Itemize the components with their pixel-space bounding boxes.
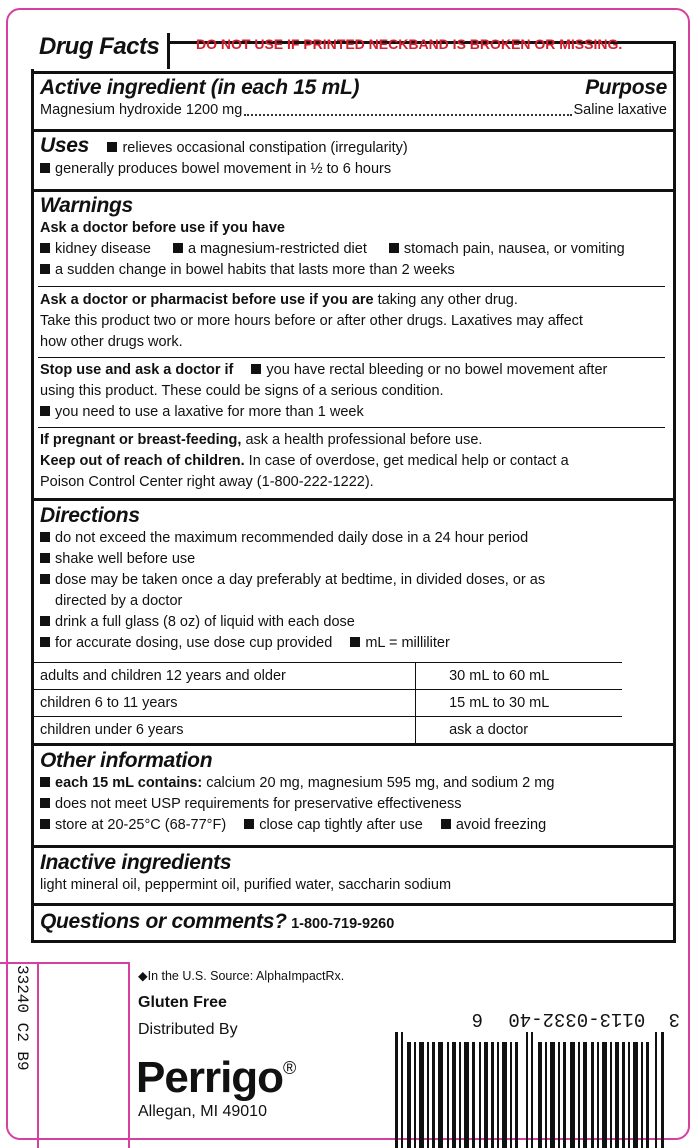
bullet-icon [40,637,50,647]
bullet-icon [40,777,50,787]
warnings-heading: Warnings [40,194,133,217]
questions-heading: Questions or comments? [40,910,287,933]
table-row [34,663,622,690]
warning-item: kidney disease [55,241,151,257]
direction-item: dose may be taken once a day preferably at bedtime, in divided doses, or as [55,572,546,588]
dose-cell: 30 mL to 60 mL [416,663,622,690]
contains-heading: each 15 mL contains: [55,775,203,791]
info-item: close cap tightly after use [259,817,423,833]
divider [34,71,673,74]
ml-note: mL = milliliter [365,635,450,651]
divider [34,903,673,906]
barcode-image [393,1032,673,1148]
age-group-cell: children under 6 years [34,717,416,744]
contains-text: calcium 20 mg, magnesium 595 mg, and sodium 2 mg [202,775,555,791]
dosage-table [34,662,622,743]
table-row [34,717,622,744]
stop-use-line: using this product. These could be signs of a serious condition. [40,383,444,399]
info-item: avoid freezing [455,817,547,833]
purpose-heading: Purpose [585,76,667,99]
uses-section [34,134,673,180]
perrigo-logo [136,1040,295,1106]
bullet-icon [40,243,50,253]
pregnancy-warning [34,430,673,493]
use-item: relieves occasional constipation (irregularity) [122,140,408,156]
divider [38,427,665,428]
table-row [34,690,622,717]
active-ingredient-heading: Active ingredient (in each 15 mL) [40,76,360,99]
bullet-icon [251,364,261,374]
bullet-icon [40,163,50,173]
divider [34,845,673,848]
trim-line [0,962,38,964]
use-item: generally produces bowel movement in ½ to 6 hours [55,161,392,177]
direction-item: for accurate dosing, use dose cup provided [55,635,333,651]
pharmacist-text: taking any other drug. [373,292,518,308]
bullet-icon [40,574,50,584]
bullet-icon [40,798,50,808]
pregnancy-text: ask a health professional before use. [241,432,483,448]
divider [34,129,673,132]
age-group-cell: adults and children 12 years and older [34,663,416,690]
pharmacist-warning [34,290,673,353]
upc-number [390,1000,680,1030]
upc-digits: 0113-0332-40 [508,1008,646,1030]
directions-heading: Directions [40,504,140,527]
divider [34,743,673,746]
questions-section [34,910,673,935]
bullet-icon [40,406,50,416]
drug-facts-title: Drug Facts [39,33,160,60]
age-group-cell: children 6 to 11 years [34,690,416,717]
warnings-section [34,194,673,281]
divider [38,357,665,358]
warning-item: a sudden change in bowel habits that lasts more than 2 weeks [55,262,455,278]
bullet-icon [441,819,451,829]
direction-item: shake well before use [55,551,196,567]
warning-item: stomach pain, nausea, or vomiting [403,241,625,257]
info-item: store at 20-25°C (68-77°F) [55,817,227,833]
lot-code-box [37,962,130,1148]
upc-check-digit: 6 [471,1008,483,1030]
poison-control-line: Poison Control Center right away (1-800-222-1222). [40,474,374,490]
brand-name: Perrigo [136,1053,284,1102]
upc-lead-digit: 3 [668,1008,680,1030]
other-information-heading: Other information [40,749,213,772]
pharmacist-heading: Ask a doctor or pharmacist before use if you are [40,292,374,308]
pharmacist-line: Take this product two or more hours before or after other drugs. Laxatives may affect [40,313,583,329]
questions-phone: 1-800-719-9260 [291,916,395,932]
bullet-icon [173,243,183,253]
source-note: ◆In the U.S. Source: AlphaImpactRx. [138,969,345,983]
bullet-icon [107,142,117,152]
bullet-icon [40,264,50,274]
direction-item: do not exceed the maximum recommended daily dose in a 24 hour period [55,530,529,546]
neckband-warning: DO NOT USE IF PRINTED NECKBAND IS BROKEN OR MISSING. [196,36,623,52]
stop-use-item: you need to use a laxative for more than 1 week [55,404,364,420]
direction-item: drink a full glass (8 oz) of liquid with each dose [55,614,355,630]
stop-use-item: you have rectal bleeding or no bowel movement after [266,362,608,378]
stop-use-heading: Stop use and ask a doctor if [40,362,234,378]
distributor-city: Allegan, MI 49010 [138,1103,267,1120]
dose-cell: 15 mL to 30 mL [416,690,622,717]
lot-code: 33240 C2 B9 [13,965,31,1071]
direction-item-continued: directed by a doctor [55,593,183,609]
distributed-by: Distributed By [138,1021,238,1038]
inactive-ingredients-heading: Inactive ingredients [40,851,232,874]
purpose-text: Saline laxative [573,102,667,118]
bullet-icon [40,532,50,542]
divider [34,498,673,501]
inactive-ingredients-text: light mineral oil, peppermint oil, purified water, saccharin sodium [40,877,452,893]
bullet-icon [40,553,50,563]
bullet-icon [350,637,360,647]
gluten-free: Gluten Free [138,994,227,1011]
ask-doctor-heading: Ask a doctor before use if you have [40,220,285,236]
bullet-icon [389,243,399,253]
bullet-icon [244,819,254,829]
drug-facts-title-tab [31,33,170,69]
leader-dots [244,114,571,116]
bullet-icon [40,616,50,626]
registered-mark: ® [283,1058,296,1078]
bullet-icon [40,819,50,829]
pregnancy-heading: If pregnant or breast-feeding, [40,432,242,448]
active-ingredient: Magnesium hydroxide 1200 mg [40,102,243,118]
divider [38,286,665,287]
warning-item: a magnesium-restricted diet [187,241,367,257]
divider [34,189,673,192]
keep-out-heading: Keep out of reach of children. [40,453,245,469]
directions-section [34,504,673,654]
pharmacist-line: how other drugs work. [40,334,183,350]
active-ingredient-section [34,76,673,121]
inactive-ingredients-section [34,851,673,896]
uses-heading: Uses [40,134,90,157]
stop-use-warning [34,360,673,423]
keep-out-text: In case of overdose, get medical help or contact a [244,453,569,469]
info-item: does not meet USP requirements for preservative effectiveness [55,796,462,812]
dose-cell: ask a doctor [416,717,622,744]
other-information-section [34,749,673,836]
